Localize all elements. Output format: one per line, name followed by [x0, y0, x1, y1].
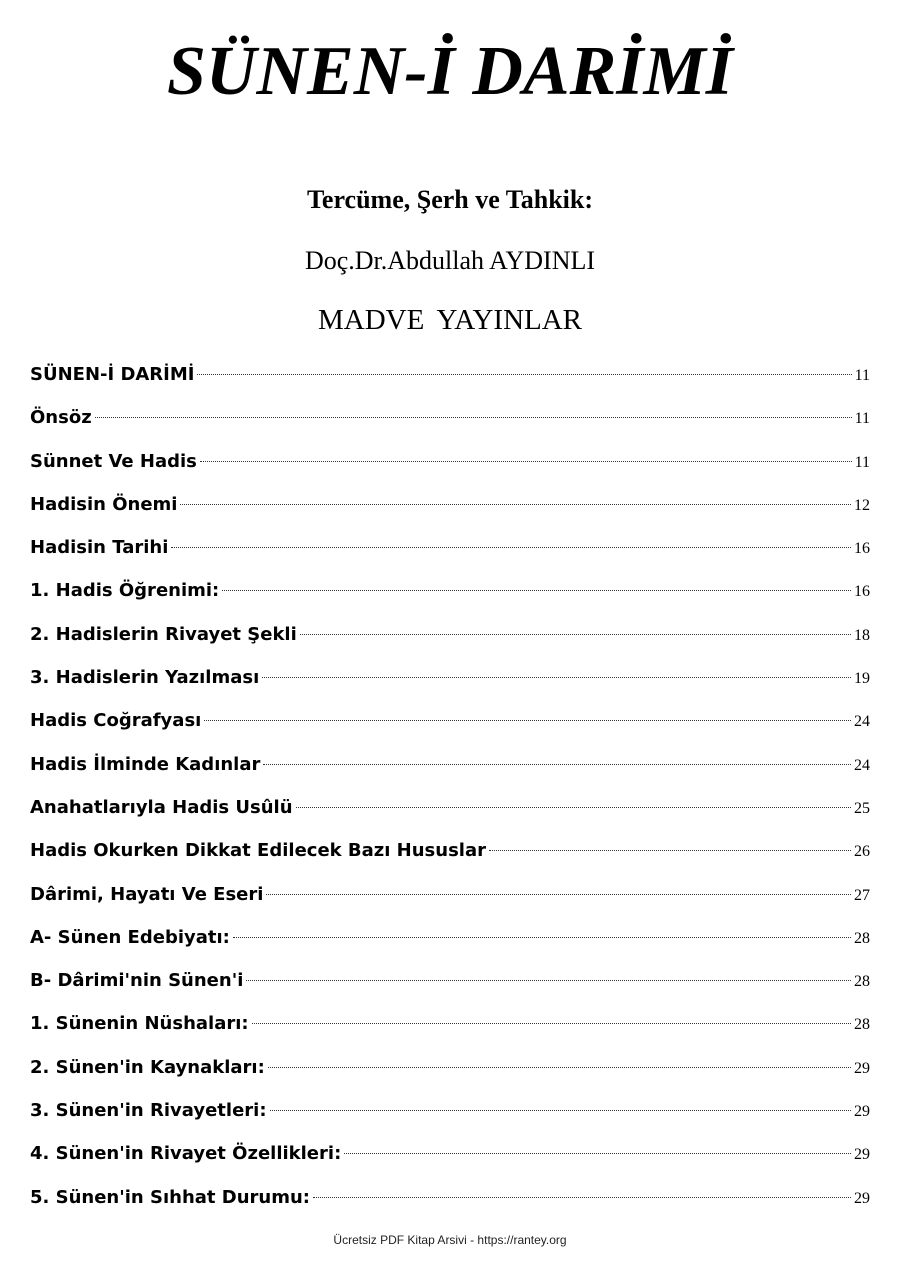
toc-entry-label: SÜNEN-İ DARİMİ	[30, 364, 195, 385]
toc-entry-label: 1. Hadis Öğrenimi:	[30, 580, 220, 602]
toc-entry-page: 29	[854, 1103, 870, 1121]
toc-entry-label: 3. Hadislerin Yazılması	[30, 667, 260, 689]
toc-dot-leader	[262, 677, 851, 678]
toc-entry-page: 28	[854, 973, 870, 991]
toc-entry-label: Hadis Okurken Dikkat Edilecek Bazı Hususlar	[30, 840, 486, 862]
toc-dot-leader	[197, 374, 851, 375]
toc-dot-leader	[252, 1023, 851, 1024]
toc-dot-leader	[270, 1110, 851, 1111]
toc-dot-leader	[180, 504, 851, 505]
toc-entry-label: B- Dârimi'nin Sünen'i	[30, 970, 244, 992]
toc-entry-label: A- Sünen Edebiyatı:	[30, 926, 230, 948]
book-title: SÜNEN-İ DARİMİ	[167, 33, 733, 110]
toc-entry[interactable]	[30, 1132, 870, 1175]
author-name: Doç.Dr.Abdullah AYDINLI	[304, 246, 596, 275]
toc-dot-leader	[222, 590, 851, 591]
toc-entry[interactable]	[30, 483, 870, 526]
toc-entry-label: 4. Sünen'in Rivayet Özellikleri:	[30, 1143, 342, 1165]
publisher-name: MADVE YAYINLAR	[317, 304, 583, 336]
toc-entry[interactable]	[30, 353, 870, 396]
toc-entry-page: 11	[854, 367, 870, 384]
toc-entry-page: 29	[854, 1189, 870, 1207]
toc-entry-page: 24	[854, 713, 870, 731]
toc-entry-page: 16	[854, 583, 870, 601]
toc-entry-label: 2. Hadislerin Rivayet Şekli	[30, 623, 297, 645]
toc-entry[interactable]	[30, 916, 870, 959]
toc-entry-page: 25	[854, 799, 870, 817]
toc-entry[interactable]	[30, 1046, 870, 1089]
toc-entry-label: Hadis İlminde Kadınlar	[30, 753, 261, 775]
toc-entry[interactable]	[30, 613, 870, 656]
toc-entry-label: Önsöz	[30, 407, 92, 429]
toc-entry[interactable]	[30, 829, 870, 872]
toc-dot-leader	[489, 850, 851, 851]
toc-entry-page: 27	[854, 886, 870, 904]
toc-entry[interactable]	[30, 569, 870, 612]
toc-entry[interactable]	[30, 1176, 870, 1219]
toc-entry-label: Hadisin Tarihi	[30, 537, 169, 559]
toc-entry-page: 16	[854, 540, 870, 558]
toc-dot-leader	[344, 1153, 851, 1154]
toc-entry[interactable]	[30, 1089, 870, 1132]
toc-entry-page: 29	[854, 1146, 870, 1164]
toc-entry-label: 2. Sünen'in Kaynakları:	[30, 1056, 265, 1078]
toc-entry-page: 24	[854, 756, 870, 774]
translator-role-line: Tercüme, Şerh ve Tahkik:	[306, 185, 594, 214]
toc-entry-label: Dârimi, Hayatı Ve Eseri	[30, 883, 264, 905]
toc-entry-page: 18	[854, 626, 870, 644]
toc-dot-leader	[200, 461, 852, 462]
toc-entry-label: Sünnet Ve Hadis	[30, 450, 197, 472]
toc-dot-leader	[300, 634, 851, 635]
toc-entry-label: Hadis Coğrafyası	[30, 710, 202, 732]
toc-entry[interactable]	[30, 743, 870, 786]
toc-entry-page: 26	[854, 843, 870, 861]
toc-entry-label: 3. Sünen'in Rivayetleri:	[30, 1100, 267, 1122]
toc-entry[interactable]	[30, 656, 870, 699]
toc-dot-leader	[313, 1197, 851, 1198]
toc-entry[interactable]	[30, 396, 870, 439]
table-of-contents	[30, 353, 870, 1219]
toc-entry[interactable]	[30, 959, 870, 1002]
toc-entry[interactable]	[30, 526, 870, 569]
toc-entry-page: 19	[854, 670, 870, 688]
toc-entry-page: 29	[854, 1059, 870, 1077]
toc-dot-leader	[296, 807, 851, 808]
toc-entry-label: Hadisin Önemi	[30, 493, 178, 515]
toc-entry[interactable]	[30, 786, 870, 829]
toc-entry[interactable]	[30, 1002, 870, 1045]
toc-entry-label: Anahatlarıyla Hadis Usûlü	[30, 796, 293, 818]
toc-entry-page: 28	[854, 929, 870, 947]
toc-entry[interactable]	[30, 873, 870, 916]
toc-dot-leader	[95, 417, 852, 418]
toc-dot-leader	[233, 937, 851, 938]
toc-dot-leader	[204, 720, 851, 721]
toc-dot-leader	[171, 547, 851, 548]
page-footer: Ücretsiz PDF Kitap Arsivi - https://rantey.org	[333, 1233, 567, 1247]
toc-entry-label: 1. Sünenin Nüshaları:	[30, 1013, 249, 1035]
toc-entry-page: 12	[854, 496, 870, 514]
toc-dot-leader	[266, 894, 851, 895]
toc-entry[interactable]	[30, 699, 870, 742]
toc-dot-leader	[263, 764, 851, 765]
toc-dot-leader	[246, 980, 851, 981]
toc-dot-leader	[268, 1067, 851, 1068]
toc-entry-page: 11	[854, 410, 870, 428]
toc-entry-label: 5. Sünen'in Sıhhat Durumu:	[30, 1186, 311, 1208]
toc-entry-page: 28	[854, 1016, 870, 1034]
toc-entry[interactable]	[30, 440, 870, 483]
toc-entry-page: 11	[854, 453, 870, 471]
